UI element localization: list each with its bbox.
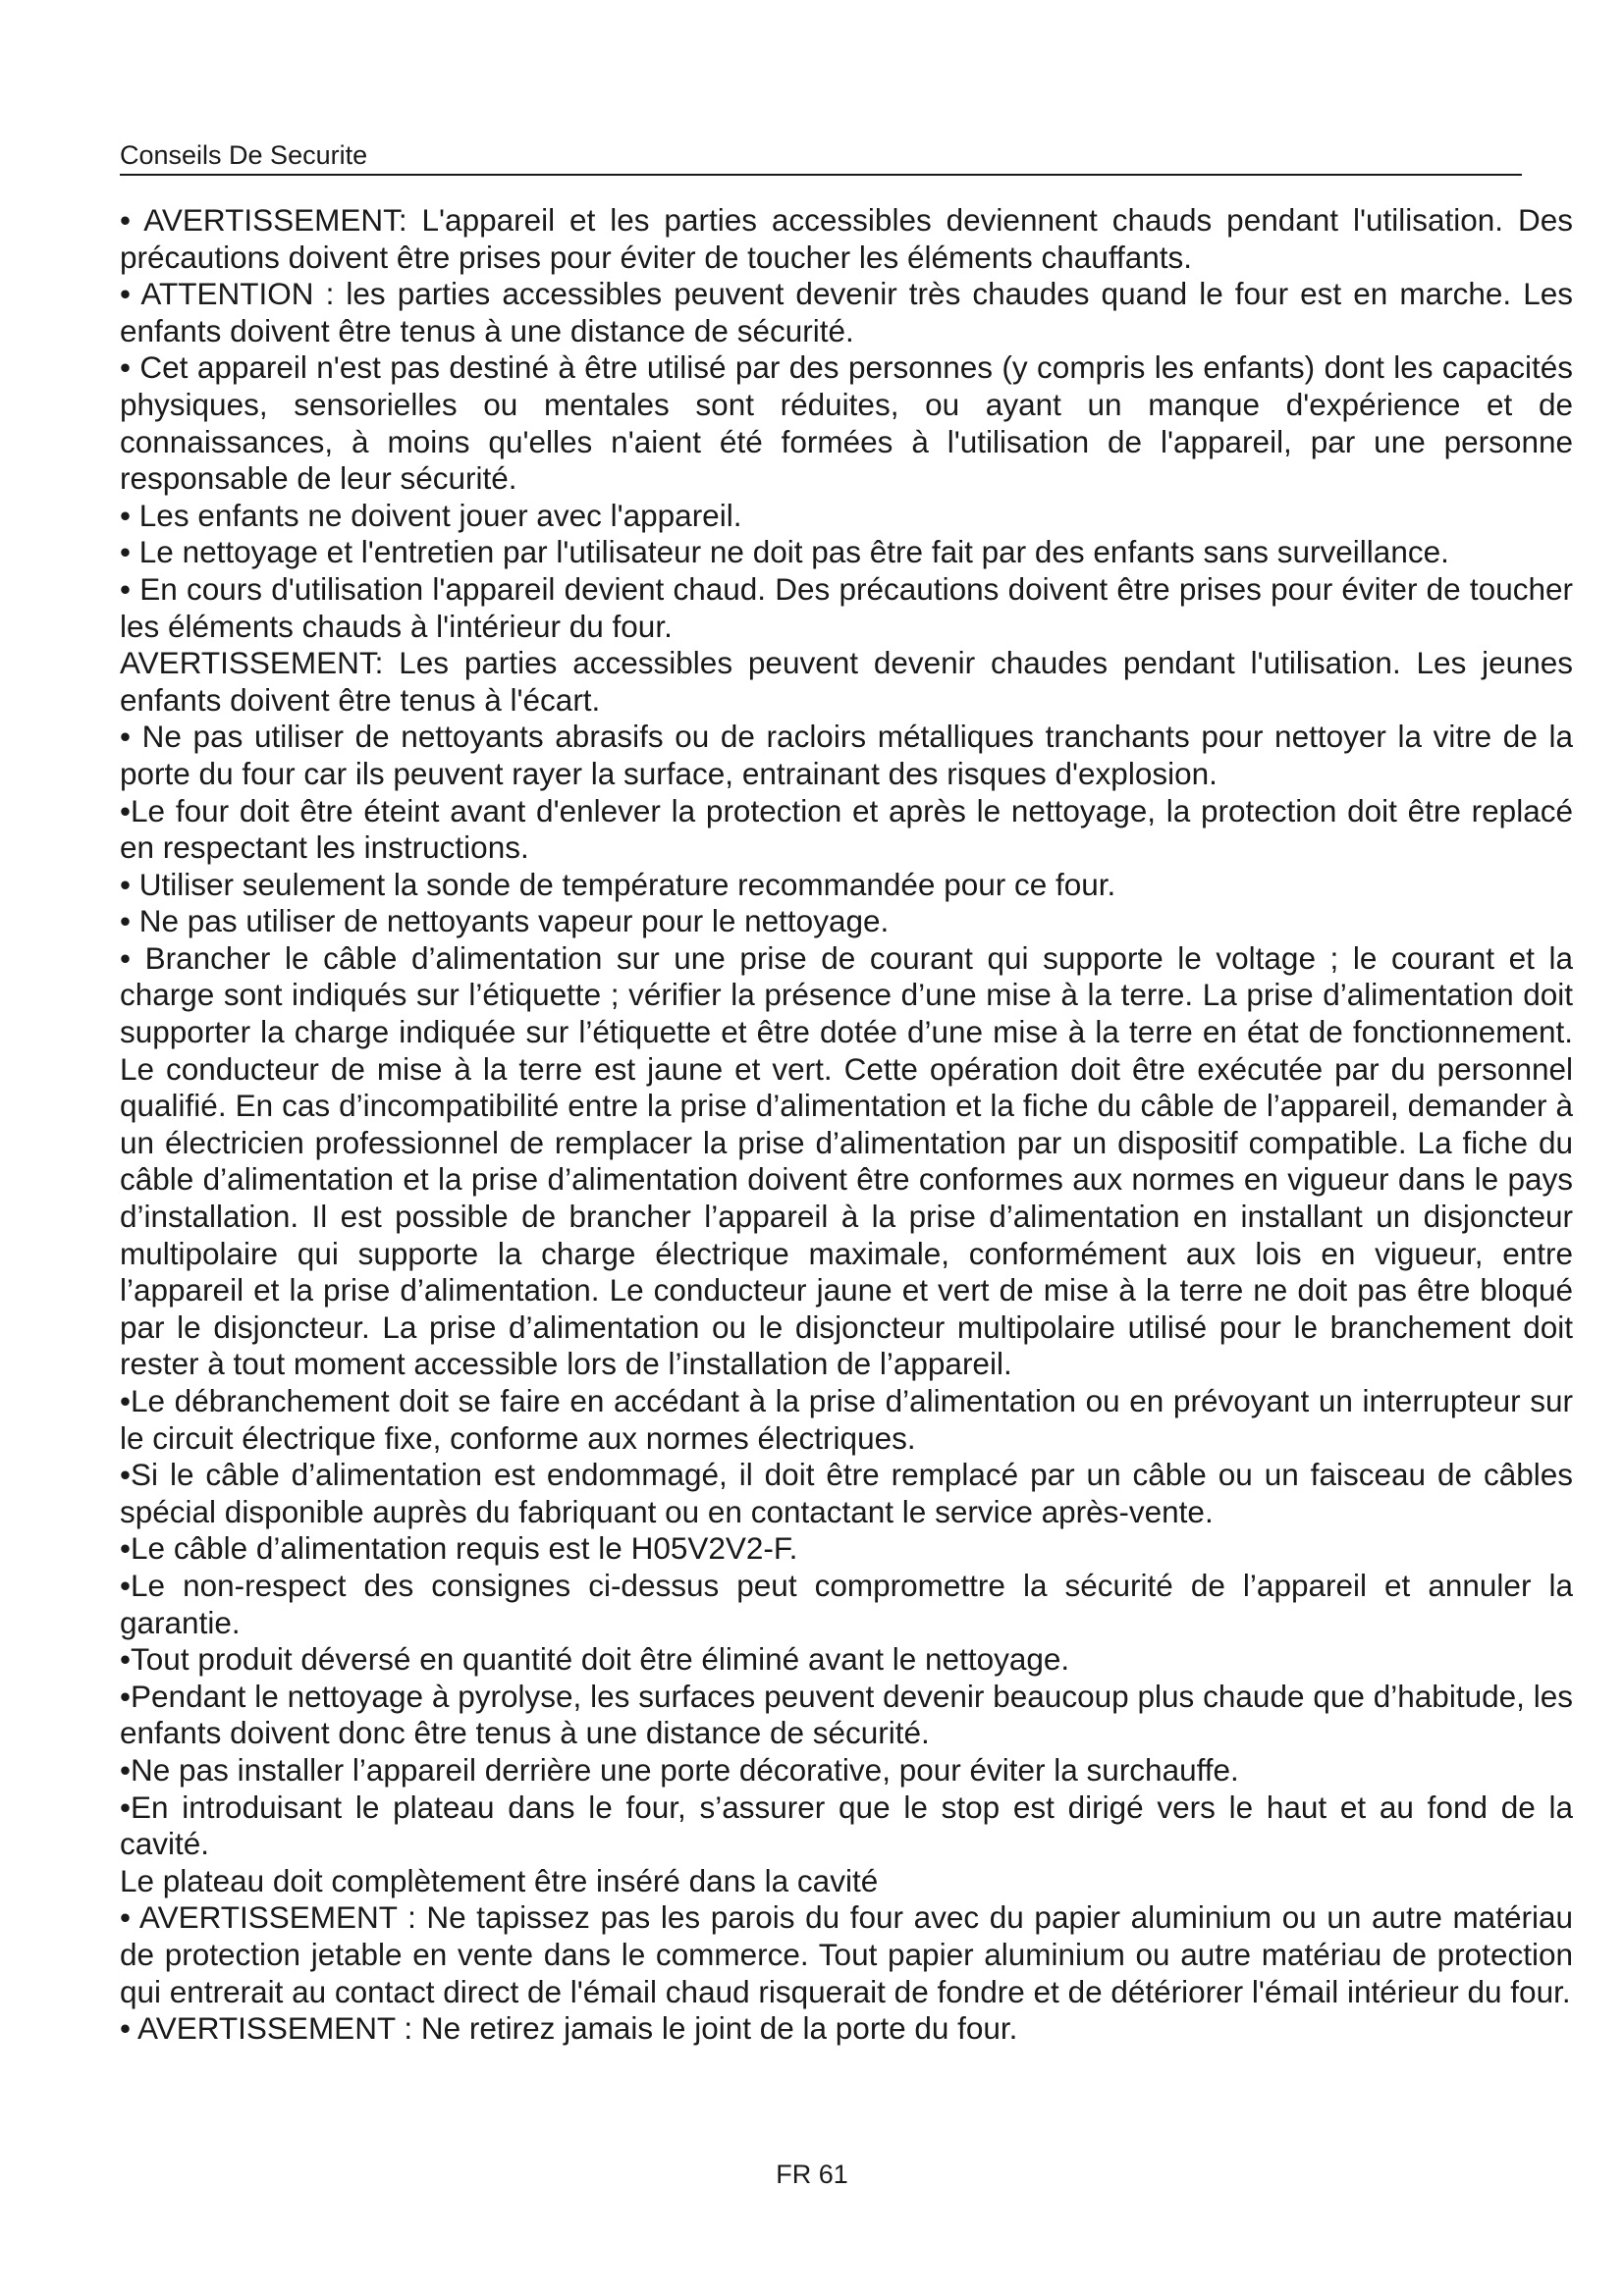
paragraph: • ATTENTION : les parties accessibles peuvent devenir très chaudes quand le four est en marche. Les enfants doivent être tenus à une distance de sécurité. [120, 276, 1573, 348]
paragraph: • Brancher le câble d’alimentation sur une prise de courant qui supporte le voltage ; le courant et la charge sont indiqués sur l’étiquette ; vérifier la présence d’une mise à la terre. La prise d’alimentation doit supporter la charge indiquée sur l’étiquette et être dotée d’une mise à la terre en état de fonctionnement. Le conducteur de mise à la terre est jaune et vert. Cette opération doit être exécutée par du personnel qualifié. En cas d’incompatibilité entre la prise d’alimentation et la fiche du câble de l’appareil, demander à un électricien professionnel de remplacer la prise d’alimentation par un dispositif compatible. La fiche du câble d’alimentation et la prise d’alimentation doivent être conformes aux normes en vigueur dans le pays d’installation. Il est possible de brancher l’appareil à la prise d’alimentation en installant un disjoncteur multipolaire qui supporte la charge électrique maximale, conformément aux lois en vigueur, entre l’appareil et la prise d’alimentation. Le conducteur jaune et vert de mise à la terre ne doit pas être bloqué par le disjoncteur. La prise d’alimentation ou le disjoncteur multipolaire utilisé pour le branchement doit rester à tout moment accessible lors de l’installation de l’appareil. [120, 939, 1573, 1382]
paragraph: • En cours d'utilisation l'appareil devient chaud. Des précautions doivent être prises pour éviter de toucher les éléments chauds à l'intérieur du four. [120, 570, 1573, 644]
paragraph: •Tout produit déversé en quantité doit être éliminé avant le nettoyage. [120, 1641, 1070, 1678]
paragraph: • Ne pas utiliser de nettoyants vapeur pour le nettoyage. [120, 903, 890, 939]
paragraph: • Le nettoyage et l'entretien par l'utilisateur ne doit pas être fait par des enfants sans surveillance. [120, 534, 1449, 570]
paragraph: •Ne pas installer l’appareil derrière une porte décorative, pour éviter la surchauffe. [120, 1751, 1239, 1788]
paragraph: • Cet appareil n'est pas destiné à être utilisé par des personnes (y compris les enfants) dont les capacités physiques, sensorielles ou mentales sont réduites, ou ayant un manque d'expérience et de connaissances, à moins qu'elles n'aient été formées à l'utilisation de l'appareil, par une personne responsable de leur sécurité. [120, 349, 1573, 497]
paragraph: • Les enfants ne doivent jouer avec l'appareil. [120, 497, 742, 533]
paragraph: •Le débranchement doit se faire en accédant à la prise d’alimentation ou en prévoyant un interrupteur sur le circuit électrique fixe, conforme aux normes électriques. [120, 1383, 1573, 1456]
paragraph: •Le four doit être éteint avant d'enlever la protection et après le nettoyage, la protection doit être replacé en respectant les instructions. [120, 792, 1573, 866]
section-title: Conseils De Securite [120, 140, 368, 170]
paragraph: AVERTISSEMENT: Les parties accessibles peuvent devenir chaudes pendant l'utilisation. Les jeunes enfants doivent être tenus à l'écart. [120, 645, 1573, 718]
page-number: FR 61 [776, 2160, 848, 2189]
paragraph: Le plateau doit complètement être inséré dans la cavité [120, 1862, 879, 1898]
paragraph: •Le câble d’alimentation requis est le H05V2V2-F. [120, 1530, 798, 1567]
paragraph: •Le non-respect des consignes ci-dessus peut compromettre la sécurité de l’appareil et annuler la garantie. [120, 1567, 1573, 1640]
safety-instructions [120, 202, 1573, 2048]
paragraph: •Si le câble d’alimentation est endommagé, il doit être remplacé par un câble ou un faisceau de câbles spécial disponible auprès du fabriquant ou en contactant le service après-vente. [120, 1457, 1573, 1529]
page-header [120, 140, 1522, 176]
paragraph: • AVERTISSEMENT : Ne tapissez pas les parois du four avec du papier aluminium ou un autre matériau de protection jetable en vente dans le commerce. Tout papier aluminium ou autre matériau de protection qui entrerait au contact direct de l'émail chaud risquerait de fondre et de détériorer l'émail intérieur du four. [120, 1899, 1573, 2009]
paragraph: • AVERTISSEMENT: L'appareil et les parties accessibles deviennent chauds pendant l'utilisation. Des précautions doivent être prises pour éviter de toucher les éléments chauffants. [120, 202, 1573, 275]
paragraph: • AVERTISSEMENT : Ne retirez jamais le joint de la porte du four. [120, 2010, 1018, 2047]
paragraph: •Pendant le nettoyage à pyrolyse, les surfaces peuvent devenir beaucoup plus chaude que d’habitude, les enfants doivent donc être tenus à une distance de sécurité. [120, 1678, 1573, 1751]
paragraph: • Ne pas utiliser de nettoyants abrasifs ou de racloirs métalliques tranchants pour nettoyer la vitre de la porte du four car ils peuvent rayer la surface, entrainant des risques d'explosion. [120, 719, 1573, 791]
paragraph: • Utiliser seulement la sonde de température recommandée pour ce four. [120, 866, 1116, 902]
paragraph: •En introduisant le plateau dans le four, s’assurer que le stop est dirigé vers le haut et au fond de la cavité. [120, 1789, 1573, 1862]
